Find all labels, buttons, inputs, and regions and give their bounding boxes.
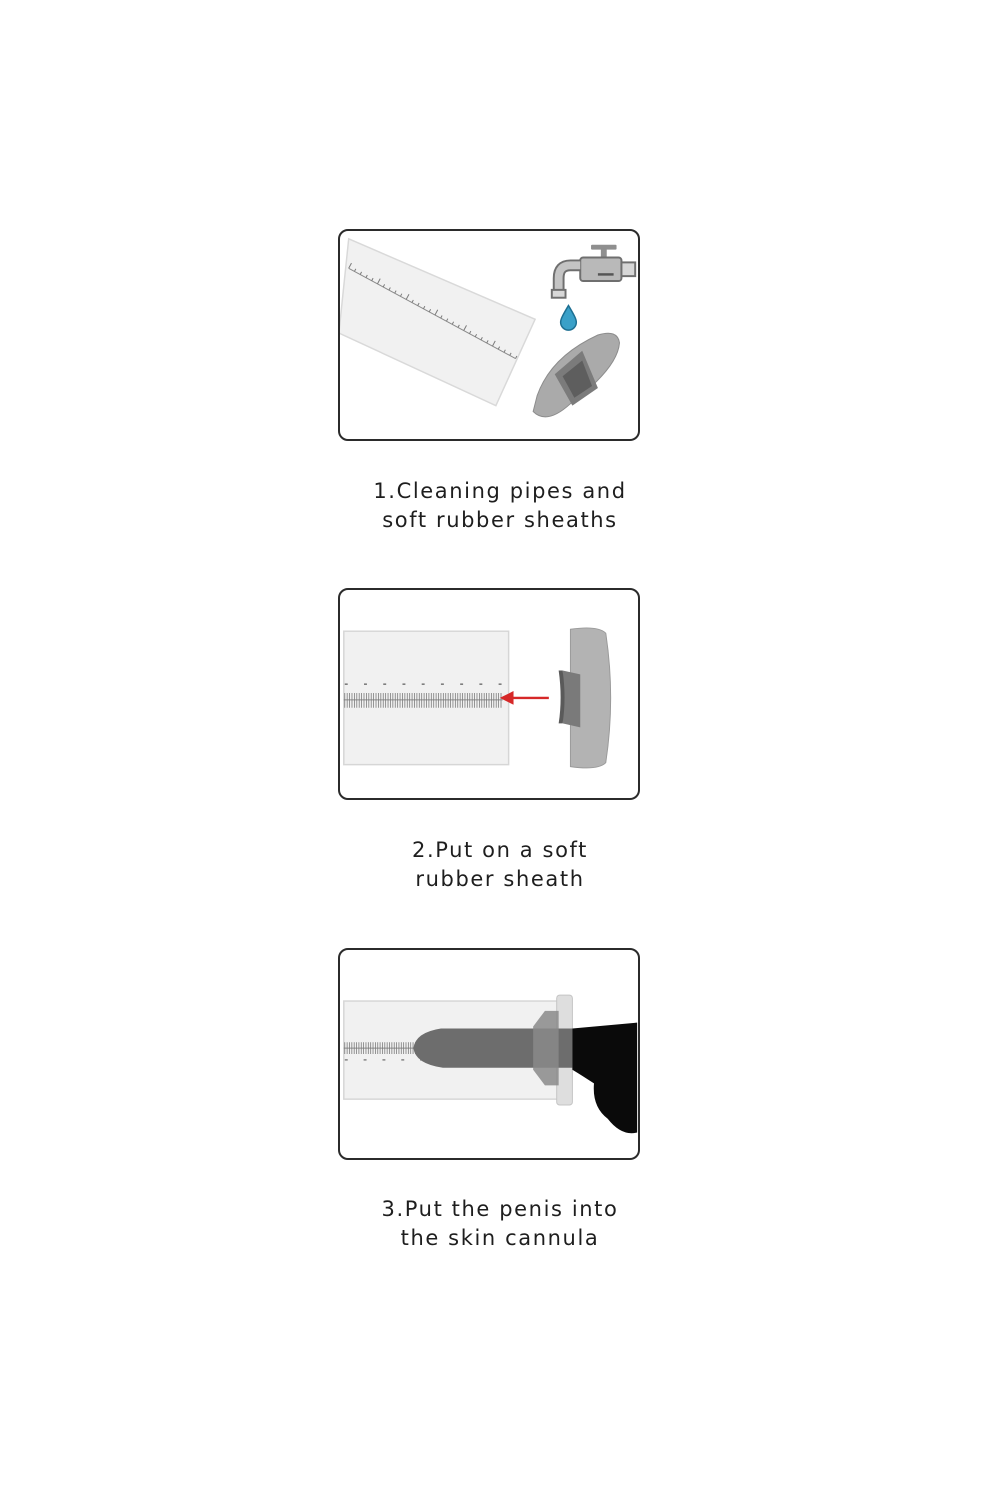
step-1-caption	[290, 477, 710, 535]
hand-icon	[572, 1023, 637, 1134]
step-1-caption-line-2: soft rubber sheaths	[382, 508, 618, 532]
step-1-illustration	[338, 229, 640, 441]
step-2-caption	[290, 836, 710, 894]
step-2-svg	[340, 590, 638, 798]
rubber-sheath-icon	[533, 333, 619, 417]
step-3-svg	[340, 950, 638, 1158]
step-3-illustration	[338, 948, 640, 1160]
step-3-caption-line-2: the skin cannula	[400, 1226, 600, 1250]
rubber-sheath-icon	[559, 628, 611, 768]
step-3-caption-line-1: 3.Put the penis into	[381, 1197, 619, 1221]
step-3-caption	[290, 1195, 710, 1253]
faucet-icon	[552, 245, 635, 298]
step-1-caption-line-1: 1.Cleaning pipes and	[373, 479, 627, 503]
step-2-illustration	[338, 588, 640, 800]
pump-cylinder-icon	[340, 239, 535, 406]
pump-cylinder-icon	[344, 631, 509, 764]
step-1-svg	[340, 231, 638, 439]
water-drop-icon	[561, 306, 577, 331]
step-2-caption-line-2: rubber sheath	[415, 867, 585, 891]
step-2-caption-line-1: 2.Put on a soft	[412, 838, 588, 862]
